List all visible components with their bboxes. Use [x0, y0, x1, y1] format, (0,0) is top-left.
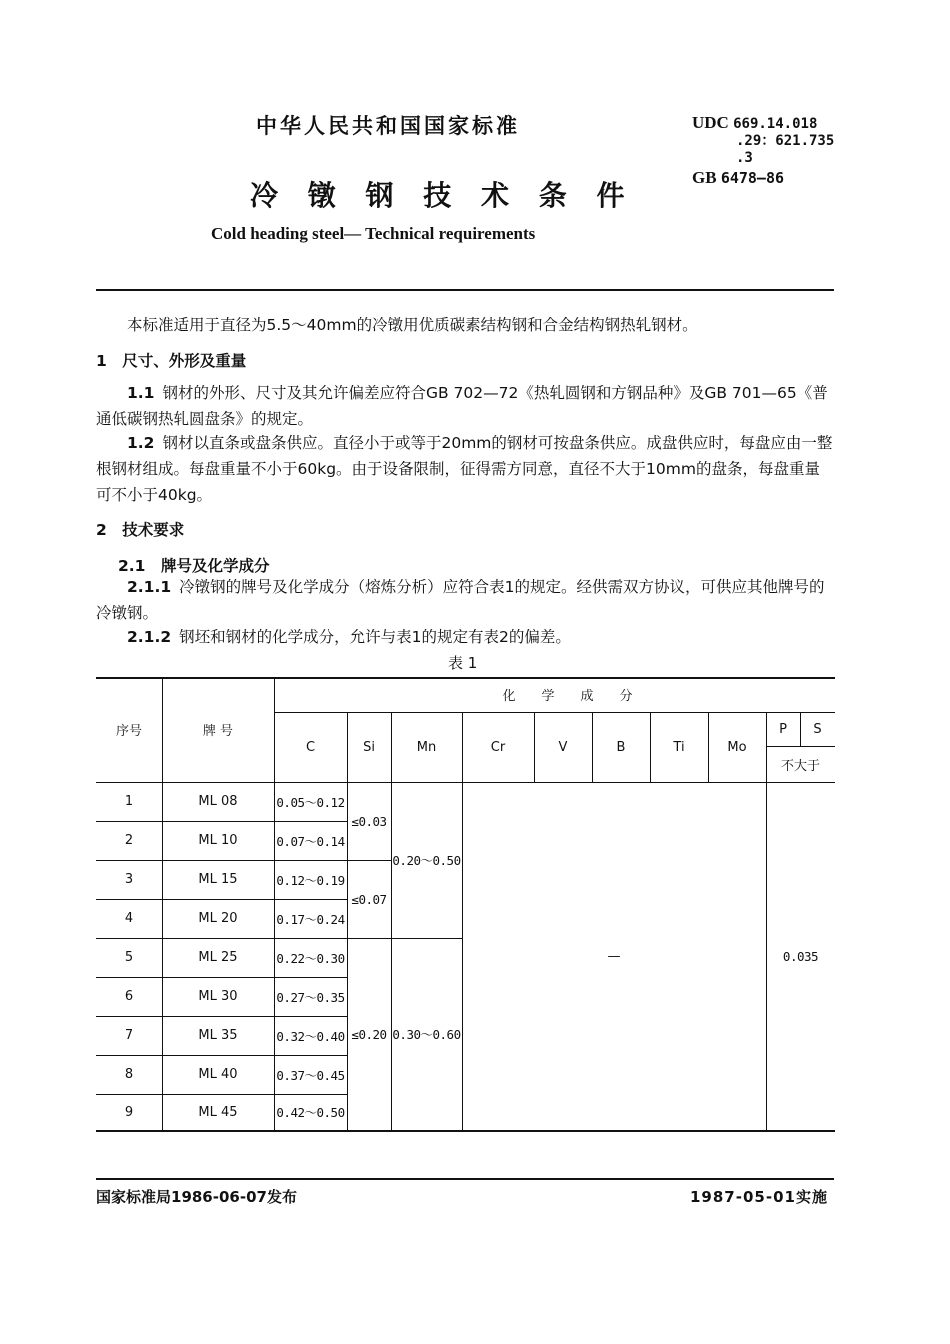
header-v: V — [558, 739, 568, 755]
table-1 — [96, 677, 835, 1132]
paragraph-1-2 — [96, 430, 834, 508]
paragraph-1-2-number: 1.2 — [127, 434, 155, 452]
header-ti: Ti — [673, 739, 685, 755]
gb-label: GB — [692, 168, 717, 187]
english-title: Cold heading steel— Technical requirements — [211, 224, 536, 243]
row-grade: ML 15 — [198, 872, 238, 887]
row-grade: ML 10 — [198, 833, 238, 848]
row-c-value: 0.42～0.50 — [276, 1105, 345, 1120]
paragraph-1-1-text: 钢材的外形、尺寸及其允许偏差应符合GB 702—72《热轧圆钢和方钢品种》及GB 701—65《普通低碳钢热轧圆盘条》的规定。 — [96, 384, 828, 428]
row-c-value: 0.05～0.12 — [276, 794, 345, 810]
section-1-title: 1 尺寸、外形及重量 — [96, 352, 247, 370]
row-index: 9 — [124, 1104, 134, 1120]
row-c-value: 0.17～0.24 — [276, 911, 345, 927]
row-index: 4 — [124, 911, 134, 926]
paragraph-2-1-1 — [96, 574, 834, 626]
paragraph-2-1-1-number: 2.1.1 — [127, 578, 172, 596]
effective-date: 1987-05-01实施 — [690, 1188, 828, 1206]
row-c-value: 0.37～0.45 — [276, 1067, 345, 1083]
row-grade: ML 08 — [198, 794, 238, 809]
header-si: Si — [363, 739, 375, 755]
paragraph-1-2-text: 钢材以直条或盘条供应。直径小于或等于20mm的钢材可按盘条供应。成盘供应时，每盘应由一整根钢材组成。每盘重量不小于60kg。由于设备限制，征得需方同意，直径不大于10mm的盘条，每盘重量可不小于40kg。 — [96, 434, 833, 504]
paragraph-2-1-1-text: 冷镦钢的牌号及化学成分（熔炼分析）应符合表1的规定。经供需双方协议，可供应其他牌号的冷镦钢。 — [96, 578, 825, 622]
udc-line-3: .3 — [736, 150, 753, 166]
row-c-value: 0.07～0.14 — [276, 833, 345, 849]
header-c: C — [305, 739, 316, 755]
si-rows-3-4: ≤0.07 — [351, 891, 387, 907]
row-grade: ML 40 — [198, 1067, 238, 1082]
header-index: 序号 — [115, 724, 142, 739]
row-index: 6 — [124, 989, 134, 1004]
udc-line-1: 669.14.018 — [733, 116, 818, 132]
paragraph-2-1-2-text: 钢坯和钢材的化学成分，允许与表1的规定有表2的偏差。 — [179, 628, 571, 646]
header-not-more-than: 不大于 — [780, 758, 820, 774]
row-c-value: 0.12～0.19 — [276, 872, 345, 888]
row-grade: ML 30 — [198, 989, 238, 1004]
header-cr: Cr — [490, 739, 506, 755]
header-s: S — [813, 721, 822, 737]
paragraph-1-1 — [96, 380, 834, 432]
gb-number: 6478—86 — [720, 169, 785, 187]
row-index: 8 — [124, 1067, 134, 1082]
si-rows-5-9: ≤0.20 — [351, 1026, 387, 1042]
si-rows-1-2: ≤0.03 — [351, 813, 387, 829]
mn-rows-1-4: 0.20～0.50 — [392, 853, 461, 868]
udc-code-block — [692, 114, 834, 167]
paragraph-2-1-2 — [96, 624, 834, 650]
row-index: 2 — [124, 833, 134, 848]
gb-code-block — [692, 168, 784, 188]
table-bottom-rule — [96, 1130, 835, 1132]
section-2-title: 2 技术要求 — [96, 521, 185, 539]
header-rule — [96, 289, 834, 291]
udc-label: UDC — [692, 113, 729, 132]
row-c-value: 0.27～0.35 — [276, 989, 345, 1005]
header-chemical-composition: 化学成分 — [502, 689, 659, 704]
header-b: B — [616, 739, 626, 755]
header-mn: Mn — [416, 739, 437, 755]
header-p: P — [779, 721, 787, 737]
row-index: 5 — [124, 950, 134, 965]
cr-to-mo-value: — — [607, 948, 621, 964]
row-index: 7 — [124, 1028, 134, 1043]
issuer-heading: 中华人民共和国国家标准 — [256, 114, 520, 138]
issue-date: 国家标准局1986-06-07发布 — [96, 1188, 297, 1206]
header-grade: 牌 号 — [202, 724, 234, 739]
document-title: 冷 镦 钢 技 术 条 件 — [250, 179, 635, 212]
row-grade: ML 45 — [198, 1104, 238, 1120]
ps-value: 0.035 — [782, 948, 819, 964]
row-index: 1 — [124, 794, 134, 809]
row-c-value: 0.32～0.40 — [276, 1028, 345, 1044]
paragraph-1-1-number: 1.1 — [127, 384, 155, 402]
udc-line-2: .29：621.735 — [736, 133, 835, 149]
row-grade: ML 20 — [198, 911, 238, 926]
intro-paragraph: 本标准适用于直径为5.5～40mm的冷镦用优质碳素结构钢和合金结构钢热轧钢材。 — [127, 316, 698, 334]
subsection-2-1-title: 2.1 牌号及化学成分 — [118, 557, 270, 575]
row-index: 3 — [124, 872, 134, 887]
footer-rule — [96, 1178, 834, 1180]
mn-rows-5-9: 0.30～0.60 — [392, 1027, 461, 1042]
paragraph-2-1-2-number: 2.1.2 — [127, 628, 172, 646]
row-c-value: 0.22～0.30 — [276, 950, 345, 966]
header-mo: Mo — [727, 739, 747, 755]
table-caption: 表 1 — [448, 654, 478, 672]
row-grade: ML 35 — [198, 1028, 238, 1043]
row-grade: ML 25 — [198, 950, 238, 965]
